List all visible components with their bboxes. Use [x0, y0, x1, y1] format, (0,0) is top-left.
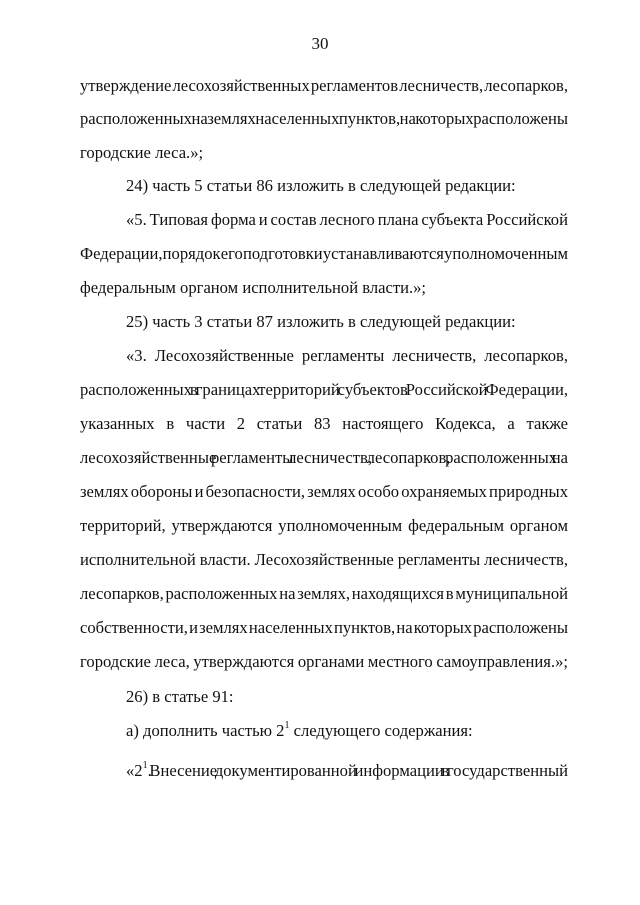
- text-line-inner: «3. Лесохозяйственные регламенты лесничеств, лесопарков,: [126, 346, 568, 365]
- text-line-inner: собственности, и землях населенных пунктов, на которых расположены: [80, 618, 568, 637]
- text-line: [126, 210, 568, 230]
- text-line: [126, 761, 568, 781]
- text-fragment: . Внесение документированной информации в государственный: [147, 761, 568, 780]
- text-line: [80, 448, 568, 468]
- text-line: [80, 76, 568, 96]
- text-line-inner: лесопарков, расположенных на землях, находящихся в муниципальной: [80, 584, 568, 603]
- text-line: [80, 109, 568, 129]
- text-line-inner: указанных в части 2 статьи 83 настоящего Кодекса, а также: [80, 414, 568, 433]
- text-line-inner: федеральным органом исполнительной власти.»;: [80, 278, 427, 297]
- superscript: 1: [284, 720, 290, 732]
- text-line-inner: Федерации, порядок его подготовки устанавливаются уполномоченным: [80, 244, 568, 263]
- text-line-inner: территорий, утверждаются уполномоченным федеральным органом: [80, 516, 568, 535]
- text-line-inner: [126, 761, 568, 781]
- text-line: [80, 278, 568, 298]
- text-line: [80, 652, 568, 672]
- text-line-inner: расположенных в границах территорий субъектов Российской Федерации,: [80, 380, 568, 399]
- text-fragment: а) дополнить частью 2: [126, 721, 285, 740]
- text-line-inner: [126, 721, 473, 741]
- text-line: [80, 482, 568, 502]
- text-line: [80, 380, 568, 400]
- superscript: 1: [142, 760, 148, 772]
- text-line: [126, 312, 568, 332]
- text-line-inner: 26) в статье 91:: [126, 687, 234, 706]
- text-line-inner: исполнительной власти. Лесохозяйственные регламенты лесничеств,: [80, 550, 568, 569]
- page-number: 30: [311, 34, 329, 53]
- text-line: [126, 687, 568, 707]
- text-line-inner: «5. Типовая форма и состав лесного плана субъекта Российской: [126, 210, 568, 229]
- text-line: [126, 176, 568, 196]
- text-line-inner: лесохозяйственные регламенты лесничеств, лесопарков, расположенных на: [80, 448, 568, 467]
- text-line-inner: землях обороны и безопасности, землях особо охраняемых природных: [80, 482, 568, 501]
- text-line: [80, 618, 568, 638]
- text-line: [80, 584, 568, 604]
- text-line: [126, 721, 568, 741]
- text-line-inner: городские леса.»;: [80, 143, 204, 162]
- text-line: [126, 346, 568, 366]
- text-line-inner: городские леса, утверждаются органами местного самоуправления.»;: [80, 652, 568, 671]
- text-fragment: «2: [126, 761, 143, 780]
- text-fragment: следующего содержания:: [289, 721, 473, 740]
- text-line-inner: утверждение лесохозяйственных регламентов лесничеств, лесопарков,: [80, 76, 568, 95]
- text-line: [80, 550, 568, 570]
- text-line-inner: расположенных на землях населенных пунктов, на которых расположены: [80, 109, 568, 128]
- text-line: [80, 414, 568, 434]
- text-line-inner: 25) часть 3 статьи 87 изложить в следующей редакции:: [126, 312, 516, 331]
- text-line: [80, 143, 568, 163]
- text-line: [80, 516, 568, 536]
- text-line: [80, 244, 568, 264]
- text-line-inner: 24) часть 5 статьи 86 изложить в следующей редакции:: [126, 176, 516, 195]
